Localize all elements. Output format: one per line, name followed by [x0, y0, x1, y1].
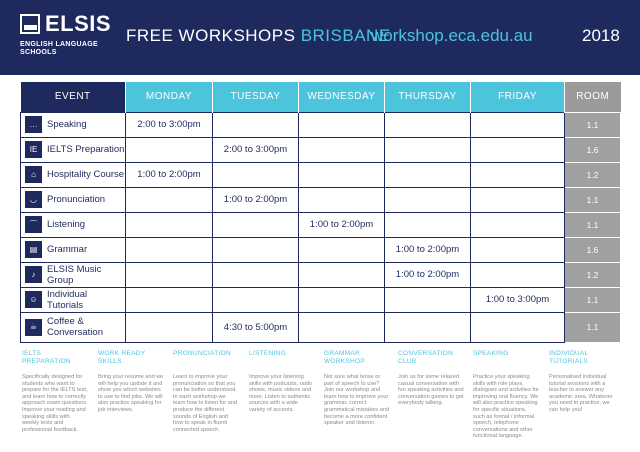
event-cell: [21, 112, 126, 137]
time-cell-wed: 1:00 to 2:00pm: [299, 212, 385, 237]
time-cell-mon: [126, 212, 213, 237]
description-body: Join us for some relaxed casual conversation with fun speaking activities and conversation games to get everybody talking.: [398, 374, 464, 407]
workshop-description: [98, 350, 164, 414]
brand-subtitle: ENGLISH LANGUAGE SCHOOLS: [20, 41, 98, 56]
time-cell-tue: [213, 262, 299, 287]
title-city: BRISBANE: [300, 26, 391, 45]
ear-icon: ⌒: [25, 216, 42, 233]
workshop-description: [398, 350, 464, 407]
music-icon: ♪: [25, 266, 42, 283]
event-wrap: [25, 264, 125, 286]
description-title: INDIVIDUAL TUTORIALS: [549, 350, 589, 365]
event-label: Listening: [47, 219, 86, 230]
time-cell-wed: [299, 262, 385, 287]
time-cell-fri: [471, 162, 565, 187]
time-cell-fri: [471, 187, 565, 212]
event-cell: [21, 237, 126, 262]
table-row: [21, 287, 621, 312]
description-title: SPEAKING: [473, 350, 509, 357]
workshop-descriptions: [0, 342, 640, 452]
time-cell-mon: [126, 137, 213, 162]
table-row: [21, 137, 621, 162]
table-row: [21, 212, 621, 237]
time-cell-thu: [385, 312, 471, 342]
year-label: 2018: [582, 26, 620, 45]
description-body: Not sure what tense or part of speech to use? Join our workshop and learn how to improve your grammar, correct grammatical mistakes and become a more confident speaker and listener.: [324, 374, 389, 427]
time-cell-tue: 2:00 to 3:00pm: [213, 137, 299, 162]
table-row: [21, 112, 621, 137]
logo-mark-icon: [20, 14, 40, 34]
event-wrap: [25, 216, 125, 233]
event-wrap: [25, 191, 125, 208]
workshop-description: [22, 350, 88, 433]
description-body: Bring your resume and we will help you update it and show you which websites to use to find jobs. We will also practice speaking for job interviews.: [98, 374, 164, 413]
time-cell-thu: 1:00 to 2:00pm: [385, 237, 471, 262]
col-header-thursday: THURSDAY: [385, 82, 471, 112]
title-main: FREE WORKSHOPS: [126, 26, 301, 45]
speech-bubble-icon: …: [25, 116, 42, 133]
workshop-description: [549, 350, 615, 414]
event-label: IELTS Preparation: [47, 144, 125, 155]
time-cell-tue: [213, 112, 299, 137]
header-banner: [0, 0, 640, 75]
room-cell: 1.6: [565, 237, 621, 262]
time-cell-mon: [126, 287, 213, 312]
time-cell-wed: [299, 162, 385, 187]
ielts-icon: IE: [25, 141, 42, 158]
event-label: Speaking: [47, 119, 87, 130]
event-label: Individual Tutorials: [47, 288, 88, 311]
time-cell-wed: [299, 187, 385, 212]
workshop-timetable: [20, 82, 621, 343]
coffee-icon: ☕: [25, 319, 42, 336]
table-row: [21, 312, 621, 342]
timetable-header-row: [21, 82, 621, 112]
time-cell-tue: 4:30 to 5:00pm: [213, 312, 299, 342]
description-body: Personalised individual tutorial sessions with a teacher to answer any academic area. Whatever you need to practice, we can help you!: [549, 374, 613, 413]
event-cell: [21, 137, 126, 162]
person-icon: ☺: [25, 291, 42, 308]
time-cell-wed: [299, 287, 385, 312]
room-cell: 1.2: [565, 262, 621, 287]
event-cell: [21, 162, 126, 187]
time-cell-mon: 1:00 to 2:00pm: [126, 162, 213, 187]
workshop-description: [324, 350, 390, 427]
workshop-description: [249, 350, 315, 414]
time-cell-tue: [213, 212, 299, 237]
room-cell: 1.1: [565, 287, 621, 312]
time-cell-fri: [471, 212, 565, 237]
event-wrap: [25, 289, 125, 311]
event-label: Hospitality Course: [47, 169, 125, 180]
table-row: [21, 162, 621, 187]
time-cell-mon: [126, 262, 213, 287]
brand-name: ELSIS: [45, 11, 112, 36]
room-cell: 1.1: [565, 112, 621, 137]
event-cell: [21, 262, 126, 287]
website-link[interactable]: workshop.eca.edu.au: [371, 26, 533, 45]
time-cell-fri: [471, 237, 565, 262]
room-cell: 1.6: [565, 137, 621, 162]
table-row: [21, 237, 621, 262]
time-cell-fri: [471, 262, 565, 287]
description-body: Practice your speaking skills with role plays, dialogues and activities for improving oral fluency. We will also practice speaking for specific situations, such as formal / informal speech, telephone conversations and other functional language.: [473, 374, 539, 440]
col-header-tuesday: TUESDAY: [213, 82, 299, 112]
page-title: [126, 26, 391, 46]
time-cell-wed: [299, 137, 385, 162]
table-row: [21, 262, 621, 287]
event-wrap: [25, 116, 125, 133]
event-label: ELSIS Music Group: [47, 263, 102, 286]
room-cell: 1.2: [565, 162, 621, 187]
description-title: CONVERSATION CLUB: [398, 350, 454, 365]
time-cell-fri: [471, 137, 565, 162]
hospitality-icon: ⌂: [25, 166, 42, 183]
time-cell-thu: 1:00 to 2:00pm: [385, 262, 471, 287]
time-cell-mon: 2:00 to 3:00pm: [126, 112, 213, 137]
time-cell-mon: [126, 312, 213, 342]
description-title: WORK READY SKILLS: [98, 350, 146, 365]
event-label: Pronunciation: [47, 194, 106, 205]
col-header-room: ROOM: [565, 82, 621, 112]
col-header-wednesday: WEDNESDAY: [299, 82, 385, 112]
table-row: [21, 187, 621, 212]
event-cell: [21, 312, 126, 342]
time-cell-mon: [126, 187, 213, 212]
time-cell-fri: [471, 312, 565, 342]
time-cell-fri: [471, 112, 565, 137]
col-header-friday: FRIDAY: [471, 82, 565, 112]
event-label: Coffee & Conversation: [47, 316, 103, 338]
time-cell-thu: [385, 212, 471, 237]
mouth-icon: ◡: [25, 191, 42, 208]
time-cell-tue: [213, 287, 299, 312]
event-cell: [21, 187, 126, 212]
time-cell-mon: [126, 237, 213, 262]
time-cell-tue: 1:00 to 2:00pm: [213, 187, 299, 212]
time-cell-wed: [299, 312, 385, 342]
time-cell-thu: [385, 137, 471, 162]
workshop-description: [473, 350, 539, 440]
book-icon: ▤: [25, 241, 42, 258]
room-cell: 1.1: [565, 187, 621, 212]
time-cell-wed: [299, 112, 385, 137]
time-cell-thu: [385, 187, 471, 212]
event-wrap: [25, 166, 125, 183]
description-title: PRONUNCIATION: [173, 350, 231, 357]
room-cell: 1.1: [565, 212, 621, 237]
event-cell: [21, 287, 126, 312]
description-title: IELTS PREPARATION: [22, 350, 71, 365]
event-cell: [21, 212, 126, 237]
time-cell-tue: [213, 237, 299, 262]
time-cell-tue: [213, 162, 299, 187]
workshop-description: [173, 350, 239, 433]
time-cell-fri: 1:00 to 3:00pm: [471, 287, 565, 312]
description-body: Improve your listening skills with podcasts, radio shows, music videos and more. Listen to authentic sources with a wide variety of accents.: [249, 374, 313, 413]
room-cell: 1.1: [565, 312, 621, 342]
description-title: LISTENING: [249, 350, 287, 357]
time-cell-thu: [385, 162, 471, 187]
time-cell-thu: [385, 287, 471, 312]
event-wrap: [25, 141, 125, 158]
time-cell-wed: [299, 237, 385, 262]
description-title: GRAMMAR WORKSHOP: [324, 350, 366, 365]
event-label: Grammar: [47, 244, 88, 255]
description-body: Learn to improve your pronunciation so that you can be better understood. In each workshop we learn how to listen for and produce the different sounds of English and how to speak in fluent connected speech.: [173, 374, 238, 433]
time-cell-thu: [385, 112, 471, 137]
description-body: Specifically designed for students who want to prepare for the IELTS test, and learn how to correctly approach exam questions. Improve your reading and speaking skills with weekly tests and professional feedback.: [22, 374, 88, 433]
col-header-event: EVENT: [21, 82, 126, 112]
event-wrap: [25, 241, 125, 258]
col-header-monday: MONDAY: [126, 82, 213, 112]
event-wrap: [25, 316, 125, 338]
